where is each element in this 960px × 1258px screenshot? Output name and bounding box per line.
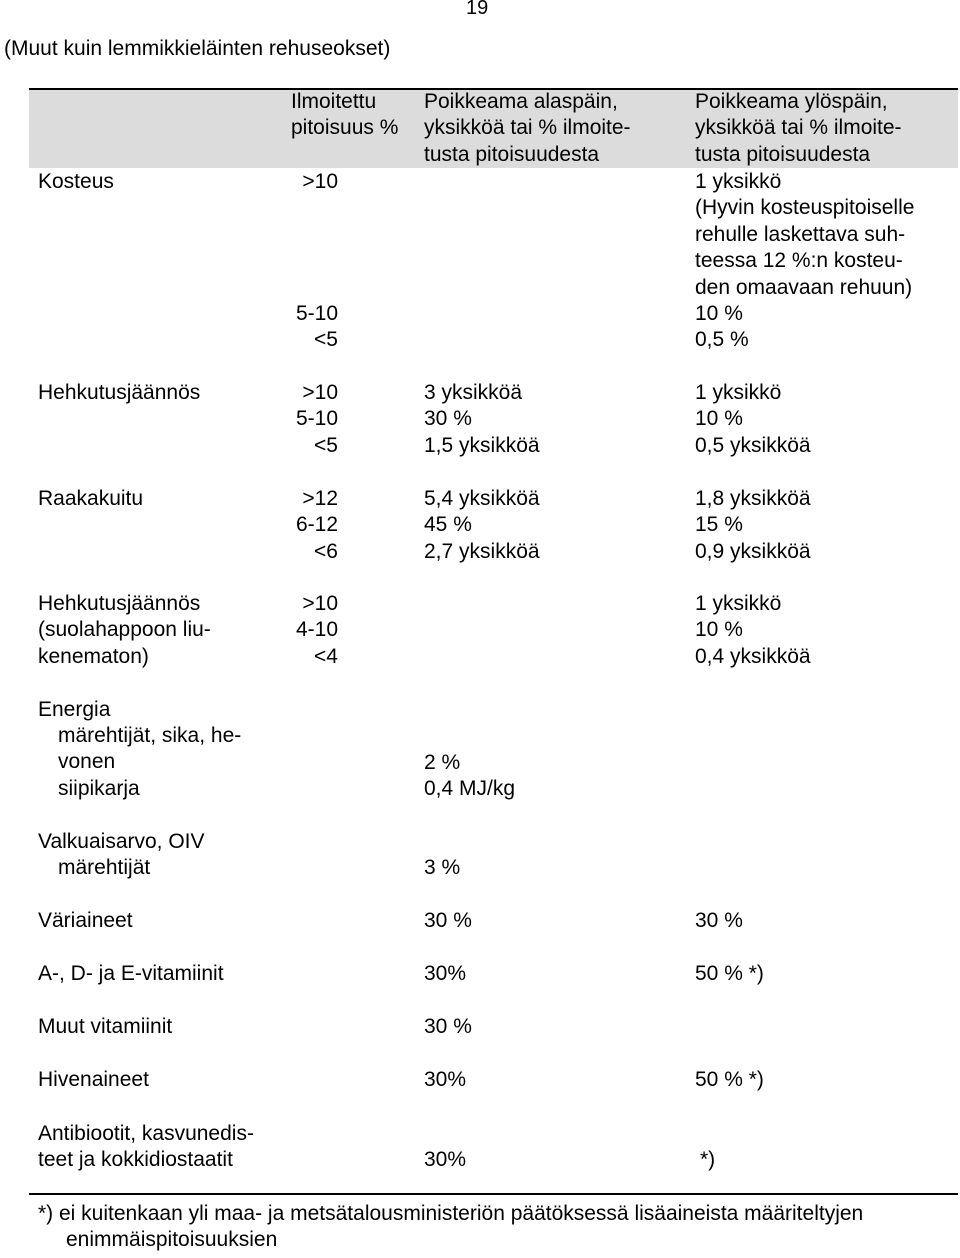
deviation-up-hehkutus: 10 % xyxy=(695,407,743,431)
deviation-up-hehkutus-suola: 0,4 yksikköä xyxy=(695,644,811,668)
deviation-up-kosteus: teessa 12 %:n kosteu- xyxy=(695,249,903,273)
deviation-up-kosteus: rehulle laskettava suh- xyxy=(695,222,906,246)
page-number: 19 xyxy=(466,0,489,19)
deviation-up-raakakuitu: 1,8 yksikköä xyxy=(695,487,811,510)
deviation-down-vitamiinit-ade: 30% xyxy=(424,962,467,985)
level-raakakuitu: >12 xyxy=(302,487,338,510)
level-raakakuitu: 6-12 xyxy=(295,513,338,537)
deviation-down-antibiootit: 30% xyxy=(424,1148,467,1171)
deviation-down-energia: 0,4 MJ/kg xyxy=(424,777,516,800)
deviation-down-muut-vitamiinit: 30 % xyxy=(424,1015,472,1038)
header-col-deviation-down: yksikköä tai % ilmoite- xyxy=(424,116,631,140)
header-col-deviation-up: Poikkeama ylöspäin, xyxy=(695,90,888,113)
header-col-declared: Ilmoitettu xyxy=(291,90,377,113)
level-kosteus: >10 xyxy=(302,170,338,193)
deviation-down-hivenaineet: 30% xyxy=(424,1068,467,1091)
row-name-hehkutus: Hehkutusjäännös xyxy=(38,381,201,404)
footnote-line: enimmäispitoisuuksien xyxy=(66,1228,278,1251)
table-bottom-rule xyxy=(29,1193,958,1195)
deviation-up-hehkutus: 1 yksikkö xyxy=(695,381,782,404)
deviation-up-hehkutus: 0,5 yksikköä xyxy=(695,433,811,457)
level-hehkutus: >10 xyxy=(302,381,338,404)
row-name-raakakuitu: Raakakuitu xyxy=(38,487,144,510)
deviation-up-hehkutus-suola: 1 yksikkö xyxy=(695,592,782,615)
row-name-antibiootit: Antibiootit, kasvunedis- xyxy=(38,1122,254,1145)
row-name-muut-vitamiinit: Muut vitamiinit xyxy=(38,1015,173,1038)
deviation-up-kosteus: den omaavaan rehuun) xyxy=(695,275,913,299)
row-name-energia: Energia xyxy=(38,698,111,721)
row-name-hehkutus-suola: Hehkutusjäännös xyxy=(38,592,201,615)
header-col-deviation-down: tusta pitoisuudesta xyxy=(424,142,600,166)
deviation-up-kosteus: 1 yksikkö xyxy=(695,170,782,193)
row-subname-energia: siipikarja xyxy=(58,776,140,800)
row-name-hivenaineet: Hivenaineet xyxy=(38,1068,149,1091)
level-hehkutus-suola: >10 xyxy=(302,592,338,615)
deviation-up-vitamiinit-ade: 50 % *) xyxy=(695,962,764,985)
deviation-up-hivenaineet: 50 % *) xyxy=(695,1068,764,1091)
deviation-down-hehkutus: 1,5 yksikköä xyxy=(424,433,540,457)
document-subtitle: (Muut kuin lemmikkieläinten rehuseokset) xyxy=(4,37,391,60)
deviation-down-hehkutus: 30 % xyxy=(424,407,472,431)
level-hehkutus: 5-10 xyxy=(295,407,338,431)
deviation-up-raakakuitu: 15 % xyxy=(695,513,743,537)
deviation-up-kosteus: 10 % xyxy=(695,302,743,325)
row-subname-energia: märehtijät, sika, he- xyxy=(58,724,242,747)
deviation-up-antibiootit: *) xyxy=(700,1148,716,1171)
level-kosteus: 5-10 xyxy=(295,302,338,325)
deviation-down-variaineet: 30 % xyxy=(424,909,472,932)
row-name-antibiootit: teet ja kokkidiostaatit xyxy=(38,1148,233,1172)
footnote-line: *) ei kuitenkaan yli maa- ja metsätalousministeriön päätöksessä lisäaineista määriteltyjen xyxy=(38,1202,864,1225)
row-name-valkuaisarvo: Valkuaisarvo, OIV xyxy=(38,830,205,853)
level-kosteus: <5 xyxy=(314,328,338,351)
deviation-up-hehkutus-suola: 10 % xyxy=(695,618,743,642)
header-col-deviation-up: tusta pitoisuudesta xyxy=(695,142,871,166)
row-name-hehkutus-suola: kenematon) xyxy=(38,644,149,668)
deviation-up-variaineet: 30 % xyxy=(695,909,743,932)
level-hehkutus-suola: <4 xyxy=(314,644,338,668)
level-hehkutus-suola: 4-10 xyxy=(295,618,338,642)
deviation-up-kosteus: 0,5 % xyxy=(695,328,749,352)
row-name-kosteus: Kosteus xyxy=(38,170,114,193)
row-name-hehkutus-suola: (suolahappoon liu- xyxy=(38,618,211,642)
row-name-variaineet: Väriaineet xyxy=(38,909,133,932)
deviation-down-valkuaisarvo: 3 % xyxy=(424,856,461,879)
header-col-deviation-down: Poikkeama alaspäin, xyxy=(424,90,618,113)
header-col-deviation-up: yksikköä tai % ilmoite- xyxy=(695,116,902,140)
deviation-down-raakakuitu: 45 % xyxy=(424,513,472,537)
row-subname-valkuaisarvo: märehtijät xyxy=(58,856,151,879)
deviation-down-hehkutus: 3 yksikköä xyxy=(424,381,523,404)
row-name-vitamiinit-ade: A-, D- ja E-vitamiinit xyxy=(38,962,224,985)
header-col-declared: pitoisuus % xyxy=(291,116,399,140)
deviation-down-raakakuitu: 2,7 yksikköä xyxy=(424,539,540,563)
level-raakakuitu: <6 xyxy=(314,539,338,563)
row-subname-energia: vonen xyxy=(58,750,116,774)
deviation-down-energia: 2 % xyxy=(424,751,461,774)
deviation-up-raakakuitu: 0,9 yksikköä xyxy=(695,539,811,563)
deviation-up-kosteus: (Hyvin kosteuspitoiselle xyxy=(695,196,915,220)
deviation-down-raakakuitu: 5,4 yksikköä xyxy=(424,487,540,510)
level-hehkutus: <5 xyxy=(314,433,338,457)
